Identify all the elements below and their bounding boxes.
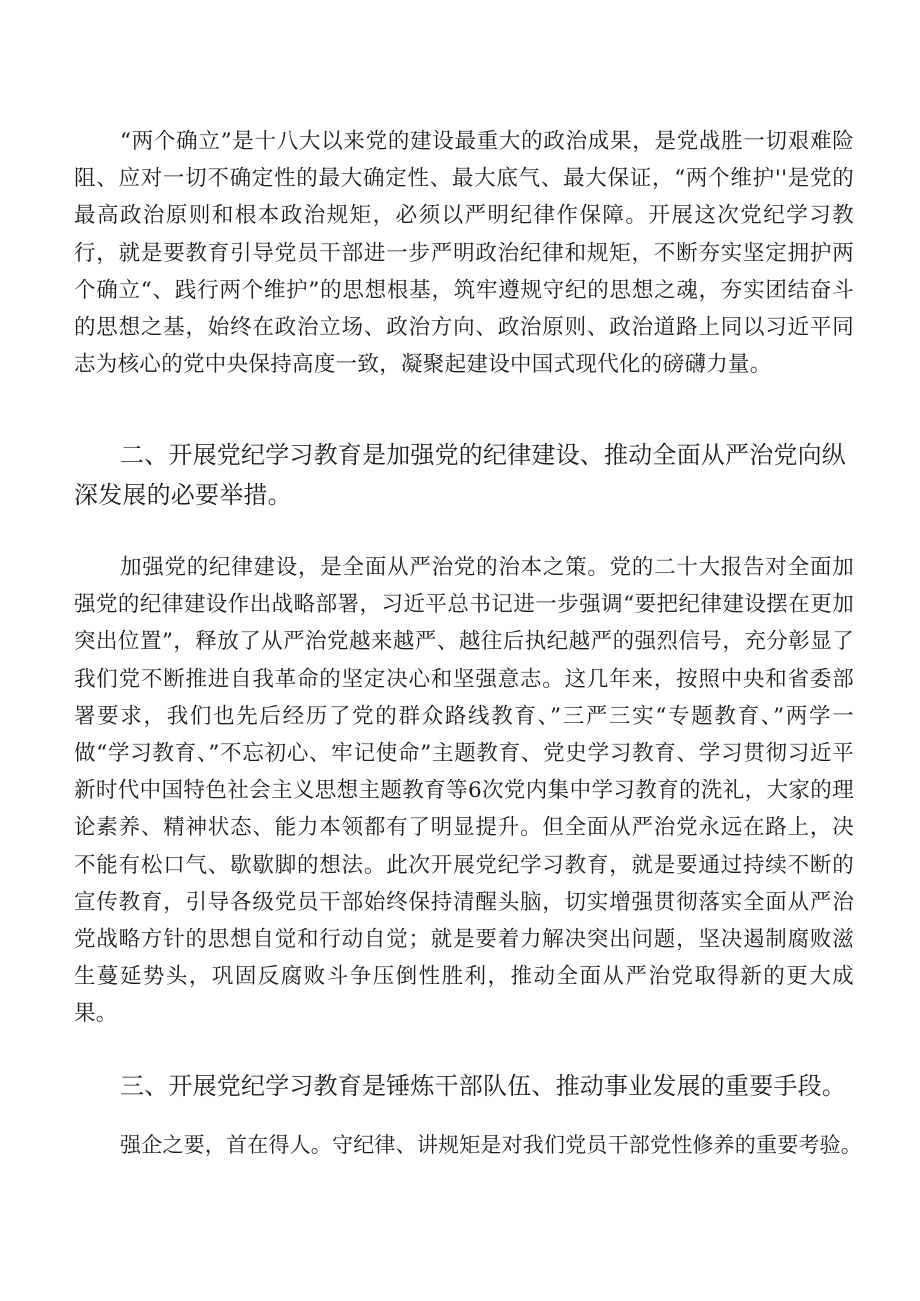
body-paragraph: 加强党的纪律建设，是全面从严治党的治本之策。党的二十大报告对全面加强党的纪律建设作出战略部署，习近平总书记进一步强调“要把纪律建设摆在更加突出位置”，释放了从严治党越来越严、越往后执纪越严的强烈信号，充分彰显了我们党不断推进自我革命的坚定决心和坚强意志。这几年来，按照中央和省委部署要求，我们也先后经历了党的群众路线教育、”三严三实“专题教育、”两学一做“学习教育、”不忘初心、牢记使命”主题教育、党史学习教育、学习贯彻习近平新时代中国特色社会主义思想主题教育等6次党内集中学习教育的洗礼，大家的理论素养、精神状态、能力本领都有了明显提升。但全面从严治党永远在路上，决不能有松口气、歇歇脚的想法。此次开展党纪学习教育，就是要通过持续不断的宣传教育，引导各级党员干部始终保持清醒头脑，切实增强贯彻落实全面从严治党战略方针的思想自觉和行动自觉；就是要着力解决突出问题，坚决遏制腐败滋生蔓延势头，巩固反腐败斗争压倒性胜利，推动全面从严治党取得新的更大成果。 — [74, 555, 854, 1027]
body-paragraph: “两个确立”是十八大以来党的建设最重大的政治成果，是党战胜一切艰难险阻、应对一切不确定性的最大确定性、最大底气、最大保证，“两个维护''是党的最高政治原则和根本政治规矩，必须以严明纪律作保障。开展这次党纪学习教行，就是要教育引导党员干部进一步严明政治纪律和规矩，不断夯实坚定拥护两个确立“、践行两个维护”的思想根基，筑牢遵规守纪的思想之魂，夯实团结奋斗的思想之基，始终在政治立场、政治方向、政治原则、政治道路上同以习近平同志为核心的党中央保持高度一致，凝聚起建设中国式现代化的磅礴力量。 — [74, 129, 854, 378]
section-heading: 三、开展党纪学习教育是锤炼干部队伍、推动事业发展的重要手段。 — [120, 1072, 846, 1100]
section-heading: 二、开展党纪学习教育是加强党的纪律建设、推动全面从严治党向纵深发展的必要举措。 — [74, 441, 846, 509]
body-paragraph: 强企之要，首在得人。守纪律、讲规矩是对我们党员干部党性修养的重要考验。 — [120, 1133, 862, 1157]
